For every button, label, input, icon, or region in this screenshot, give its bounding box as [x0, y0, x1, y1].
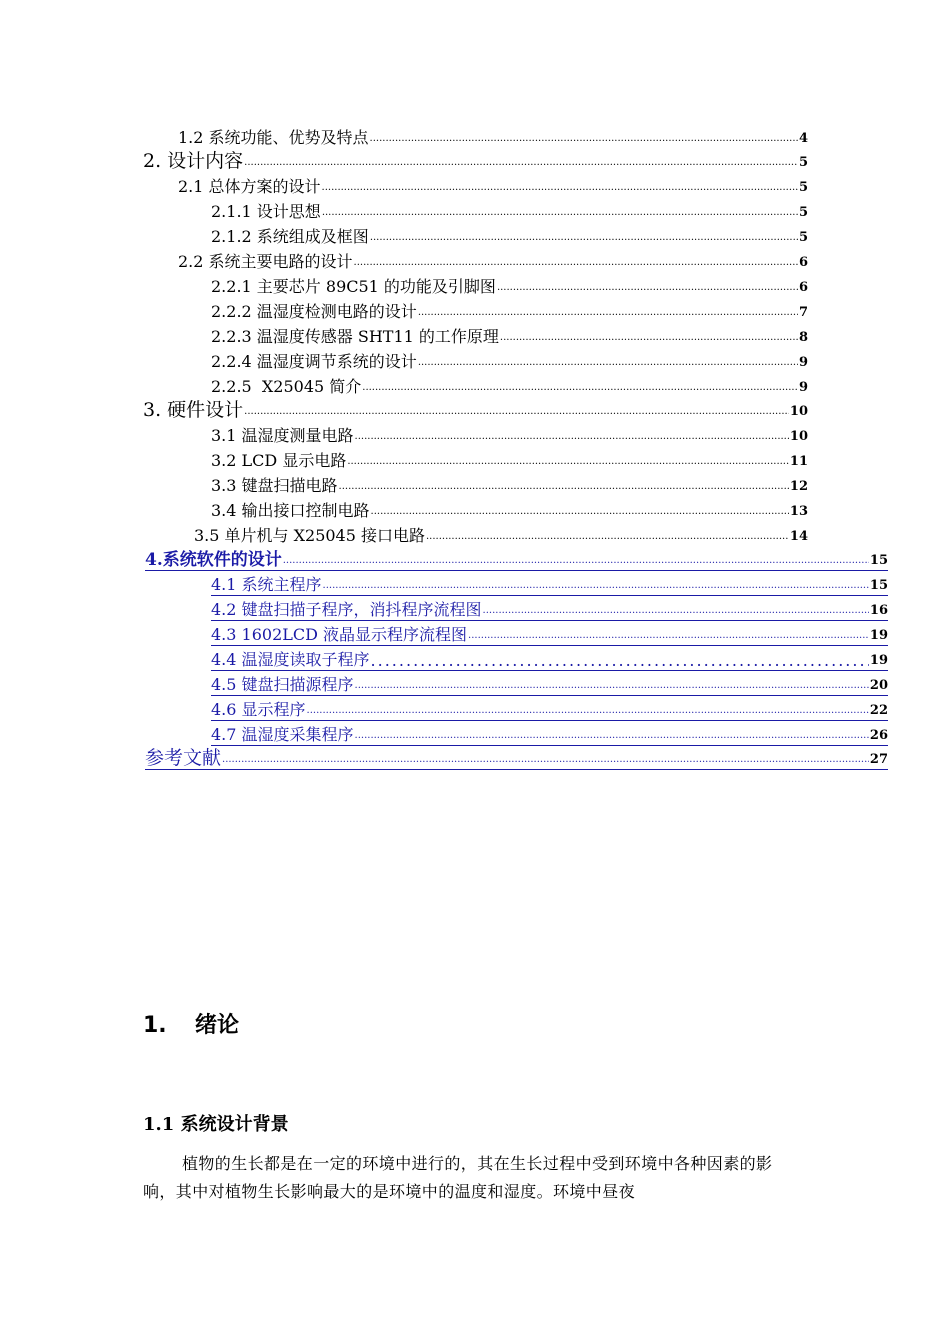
toc-entry-title: 3.5 单片机与 X25045 接口电路: [194, 526, 425, 545]
toc-leader: [426, 531, 789, 543]
toc-entry[interactable]: [211, 300, 808, 322]
toc-link-entry[interactable]: [145, 549, 888, 571]
toc-entry-page: 16: [869, 603, 888, 618]
toc-entry-title: 1.2 系统功能、优势及特点: [178, 128, 369, 147]
section-title: 绪论: [195, 1013, 240, 1038]
toc-entry-page: 14: [789, 529, 808, 544]
toc-entry-page: 6: [798, 280, 808, 295]
toc-entry[interactable]: [211, 275, 808, 297]
toc-entry-title: 4.4 温湿度读取子程序: [211, 650, 370, 669]
toc-leader: [371, 654, 869, 668]
toc-entry[interactable]: [178, 175, 808, 197]
toc-leader: [500, 332, 798, 344]
toc-entry-title: 2.1 总体方案的设计: [178, 177, 321, 196]
toc-entry[interactable]: [211, 499, 808, 521]
toc-entry[interactable]: [211, 375, 808, 397]
toc-leader: [371, 506, 789, 518]
toc-entry-page: 6: [798, 255, 808, 270]
toc-entry-page: 26: [869, 728, 888, 743]
toc-entry-title: 3.3 键盘扫描电路: [211, 476, 338, 495]
toc-entry[interactable]: [143, 150, 808, 172]
toc-link-entry[interactable]: [145, 748, 888, 770]
toc-entry-page: 19: [869, 628, 888, 643]
toc-entry-title: 2.2 系统主要电路的设计: [178, 252, 353, 271]
toc-entry-title: 2.2.2 温湿度检测电路的设计: [211, 302, 417, 321]
toc-leader: [370, 133, 798, 145]
toc-entry-title: 2. 设计内容: [143, 150, 244, 172]
toc-leader: [283, 555, 869, 567]
toc-entry-page: 12: [789, 479, 808, 494]
toc-leader: [418, 357, 798, 369]
toc-leader: [362, 382, 798, 394]
toc-entry-page: 7: [798, 305, 808, 320]
toc-leader: [322, 182, 798, 194]
toc-leader: [354, 257, 798, 269]
toc-link-entry[interactable]: [211, 724, 888, 746]
toc-entry-title: 2.1.2 系统组成及框图: [211, 227, 369, 246]
toc-entry-page: 9: [798, 380, 808, 395]
toc-entry-title: 3.2 LCD 显示电路: [211, 451, 347, 470]
toc-entry-title: 4.1 系统主程序: [211, 575, 322, 594]
toc-link-entry[interactable]: [211, 674, 888, 696]
toc-entry-title: 4.2 键盘扫描子程序，消抖程序流程图: [211, 600, 482, 619]
toc-leader: [322, 207, 798, 219]
toc-entry-page: 9: [798, 355, 808, 370]
toc-leader: [244, 157, 798, 169]
toc-leader: [355, 431, 789, 443]
toc-link-entry[interactable]: [211, 574, 888, 596]
toc-leader: [222, 754, 869, 766]
toc-entry-page: 5: [798, 205, 808, 220]
toc-leader: [323, 580, 869, 592]
toc-entry-page: 10: [789, 404, 808, 419]
toc-entry-title: 4.系统软件的设计: [145, 550, 282, 570]
toc-entry-title: 2.2.3 温湿度传感器 SHT11 的工作原理: [211, 327, 499, 346]
toc-entry-page: 4: [798, 131, 808, 146]
toc-entry[interactable]: [194, 524, 808, 546]
toc-entry[interactable]: [211, 325, 808, 347]
toc-link-entry[interactable]: [211, 624, 888, 646]
toc-entry-title: 4.3 1602LCD 液晶显示程序流程图: [211, 625, 468, 644]
toc-entry-page: 13: [789, 504, 808, 519]
toc-leader: [307, 705, 869, 717]
toc-entry-title: 2.2.4 温湿度调节系统的设计: [211, 352, 417, 371]
toc-entry[interactable]: [178, 126, 808, 148]
toc-leader: [468, 630, 869, 642]
toc-leader: [355, 680, 869, 692]
section-heading: [143, 1008, 239, 1039]
toc-entry-page: 19: [869, 653, 888, 668]
toc-entry-page: 15: [869, 578, 888, 593]
toc-entry-page: 5: [798, 155, 808, 170]
section-number: 1.: [143, 1013, 167, 1038]
toc-entry-page: 20: [869, 678, 888, 693]
toc-leader: [418, 307, 798, 319]
toc-entry[interactable]: [211, 474, 808, 496]
toc-entry[interactable]: [211, 424, 808, 446]
toc-entry[interactable]: [211, 350, 808, 372]
toc-entry-title: 3.1 温湿度测量电路: [211, 426, 354, 445]
toc-leader: [483, 605, 869, 617]
toc-entry-title: 4.7 温湿度采集程序: [211, 725, 354, 744]
toc-entry-page: 5: [798, 230, 808, 245]
toc-leader: [339, 481, 789, 493]
body-paragraph: 植物的生长都是在一定的环境中进行的，其在生长过程中受到环境中各种因素的影响，其中对植物生长影响最大的是环境中的温度和湿度。环境中昼夜: [143, 1154, 773, 1201]
toc-leader: [497, 282, 798, 294]
toc-entry-page: 15: [869, 553, 888, 568]
toc-entry-page: 8: [798, 330, 808, 345]
toc-leader: [244, 406, 789, 418]
toc-entry[interactable]: [211, 200, 808, 222]
subsection-heading: 1.1 系统设计背景: [143, 1114, 289, 1135]
toc-entry-title: 2.1.1 设计思想: [211, 202, 321, 221]
toc-entry-title: 3. 硬件设计: [143, 399, 244, 421]
toc-entry-page: 5: [798, 180, 808, 195]
toc-entry-page: 22: [869, 703, 888, 718]
toc-entry-title: 2.2.1 主要芯片 89C51 的功能及引脚图: [211, 277, 496, 296]
toc-leader: [355, 730, 869, 742]
toc-entry-page: 27: [869, 752, 888, 767]
toc-link-entry[interactable]: [211, 599, 888, 621]
toc-entry[interactable]: [143, 399, 808, 421]
toc-entry[interactable]: [178, 250, 808, 272]
toc-entry-title: 4.6 显示程序: [211, 700, 306, 719]
toc-entry-page: 10: [789, 429, 808, 444]
toc-entry-title: 4.5 键盘扫描源程序: [211, 675, 354, 694]
toc-entry-page: 11: [789, 454, 808, 469]
toc-entry-title: 3.4 输出接口控制电路: [211, 501, 370, 520]
toc-entry-title: 2.2.5 X25045 简介: [211, 377, 362, 396]
toc-link-entry[interactable]: [211, 649, 888, 671]
toc-entry-title: 参考文献: [145, 747, 222, 769]
toc-leader: [370, 232, 798, 244]
toc-entry[interactable]: [211, 225, 808, 247]
toc-entry[interactable]: [211, 449, 808, 471]
toc-link-entry[interactable]: [211, 699, 888, 721]
toc-leader: [347, 456, 789, 468]
